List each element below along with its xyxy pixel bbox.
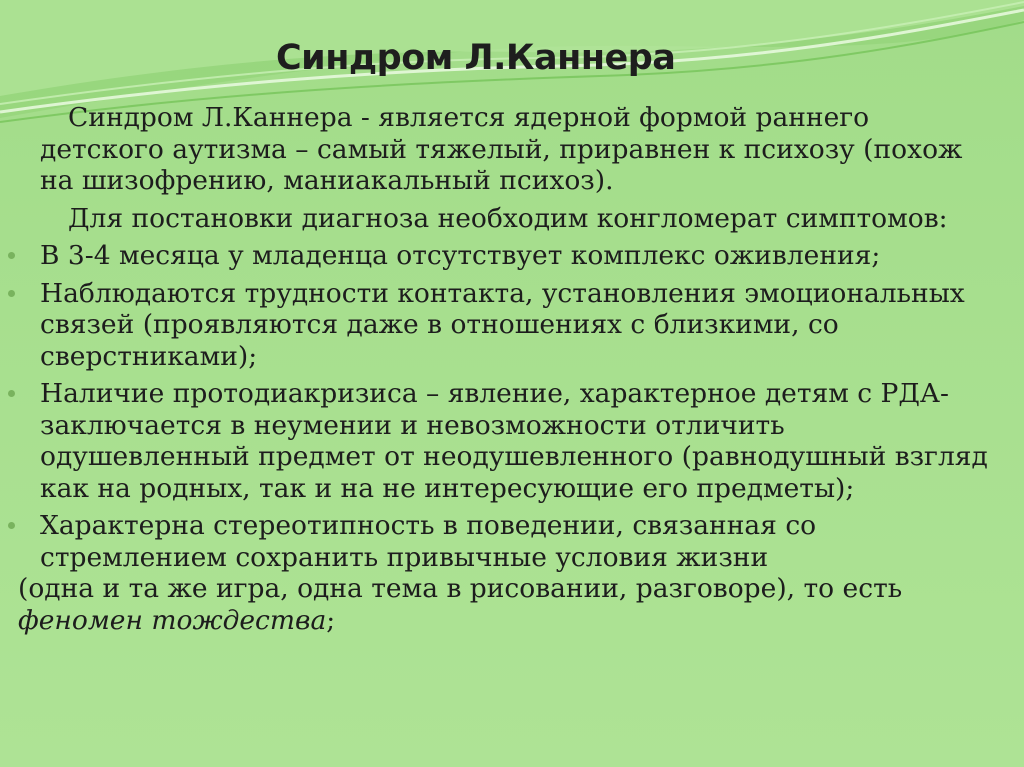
italic-term: феномен тождества — [18, 604, 327, 636]
bullet-dot-icon — [8, 252, 15, 259]
list-item-text: Наличие протодиакризиса – явление, характерное детям с РДА- заключается в неумении и невозможности отличить одушевленный предмет от неодушевленного (равнодушный взгляд как на родных, так и на не интересующие его предметы); — [40, 378, 988, 504]
bullet-dot-icon — [8, 390, 15, 397]
diagnosis-paragraph: Для постановки диагноза необходим конгломерат симптомов: — [68, 202, 948, 234]
bullet-dot-icon — [8, 522, 15, 529]
list-item-continuation — [18, 573, 1008, 636]
intro-paragraph: Синдром Л.Каннера - является ядерной формой раннего детского аутизма – самый тяжелый, приравнен к психозу (похож на шизофрению, маниакальный психоз). — [40, 102, 963, 196]
continuation-text: (одна и та же игра, одна тема в рисовании, разговоре), то есть — [18, 573, 903, 604]
slide-title: Синдром Л.Каннера — [276, 38, 676, 78]
slide-body — [0, 102, 1010, 642]
list-item-text: В 3-4 месяца у младенца отсутствует комплекс оживления; — [40, 240, 881, 271]
continuation-end: ; — [326, 604, 336, 636]
list-item-text: Наблюдаются трудности контакта, установления эмоциональных связей (проявляются даже в отношениях с близкими, со сверстниками); — [40, 277, 965, 372]
list-item — [18, 510, 990, 636]
list-item — [40, 278, 990, 373]
list-item — [40, 240, 990, 272]
bullet-dot-icon — [8, 290, 15, 297]
list-item — [40, 378, 990, 504]
symptom-list — [0, 240, 1010, 636]
list-item-text: Характерна стереотипность в поведении, связанная со стремлением сохранить привычные условия жизни — [40, 510, 817, 573]
